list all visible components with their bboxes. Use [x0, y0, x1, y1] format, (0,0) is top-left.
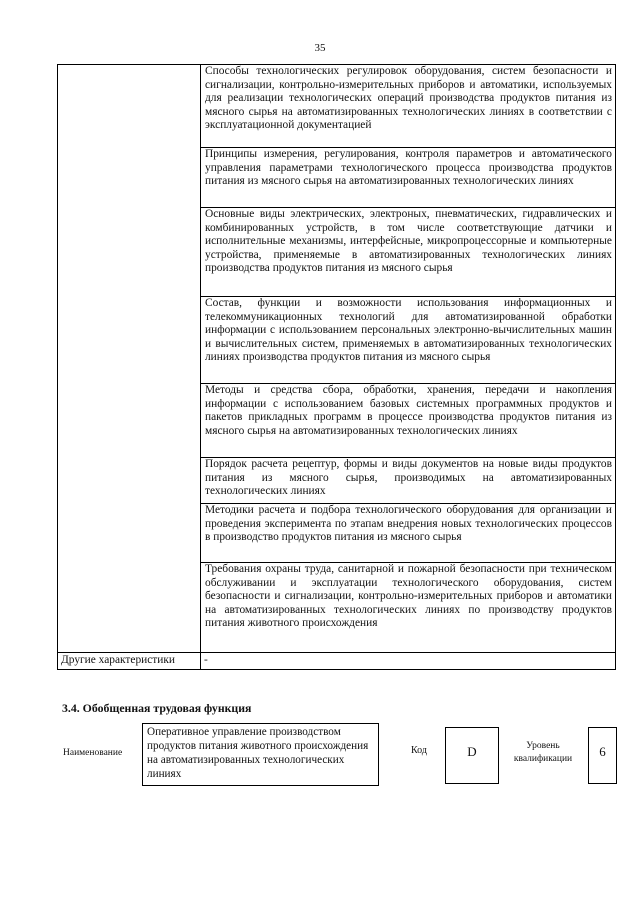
other-characteristics-row	[58, 653, 616, 670]
section-title: 3.4. Обобщенная трудовая функция	[62, 701, 252, 715]
list-item	[201, 65, 616, 148]
qualification-level-label: Уровень квалификации	[513, 741, 573, 764]
code-value-box: D	[445, 727, 499, 784]
item-text: Способы технологических регулировок оборудования, систем безопасности и сигнализации, контрольно-измерительных приборов и автоматики, используемых для реализации технологических операций производства продуктов питания из мясного сырья на автоматизированных технологических линиях в соответствии с эксплуатационной документацией	[205, 65, 612, 132]
other-characteristics-value: -	[201, 653, 616, 670]
qualification-level-box: 6	[588, 727, 617, 784]
list-item	[201, 458, 616, 504]
item-text: Требования охраны труда, санитарной и пожарной безопасности при техническом обслуживании и эксплуатации технологического оборудования, систем безопасности и сигнализации, контрольно-измерительных приборов и автоматики на автоматизированных технологических линиях по производству продуктов питания животного происхождения	[205, 563, 612, 630]
name-value-box: Оперативное управление производством продуктов питания животного происхождения на автоматизированных технологических линиях	[142, 723, 379, 786]
table-row	[58, 65, 616, 148]
item-text: Принципы измерения, регулирования, контроля параметров и автоматического управления параметрами технологического процесса производства продуктов питания из мясного сырья на автоматизированных технологических линиях	[205, 148, 612, 188]
list-item	[201, 148, 616, 208]
item-text: Методы и средства сбора, обработки, хранения, передачи и накопления информации с использованием базовых системных программных продуктов и пакетов прикладных программ в процессе производства продуктов питания из мясного сырья на автоматизированных технологических линиях	[205, 384, 612, 437]
name-label: Наименование	[63, 748, 123, 758]
row-label-cell	[58, 65, 201, 653]
list-item	[201, 504, 616, 563]
code-label: Код	[411, 745, 427, 756]
requirements-table	[57, 64, 616, 670]
other-characteristics-label: Другие характеристики	[58, 653, 201, 670]
item-text: Основные виды электрических, электроных, пневматических, гидравлических и комбинированных устройств, в том числе соответствующие датчики и исполнительные механизмы, интерфейсные, микропроцессорные и компьютерные устройства, применяемые в автоматизированных технологических линиях производства продуктов питания из мясного сырья	[205, 208, 612, 275]
list-item	[201, 563, 616, 653]
page-number: 35	[314, 42, 326, 54]
list-item	[201, 208, 616, 297]
list-item	[201, 384, 616, 458]
item-text: Порядок расчета рецептур, формы и виды документов на новые виды продуктов питания из мясного сырья, производимых на автоматизированных технологических линиях	[205, 458, 612, 498]
item-text: Методики расчета и подбора технологического оборудования для организации и проведения эксперимента по этапам внедрения новых технологических процессов в производство продуктов питания из мясного сырья	[205, 504, 612, 544]
list-item	[201, 297, 616, 384]
item-text: Состав, функции и возможности использования информационных и телекоммуникационных технологий для автоматизированной обработки информации с использованием персональных электронно-вычислительных машин и вычислительных систем, применяемых в автоматизированных технологических линиях производства продуктов питания из мясного сырья	[205, 297, 612, 364]
